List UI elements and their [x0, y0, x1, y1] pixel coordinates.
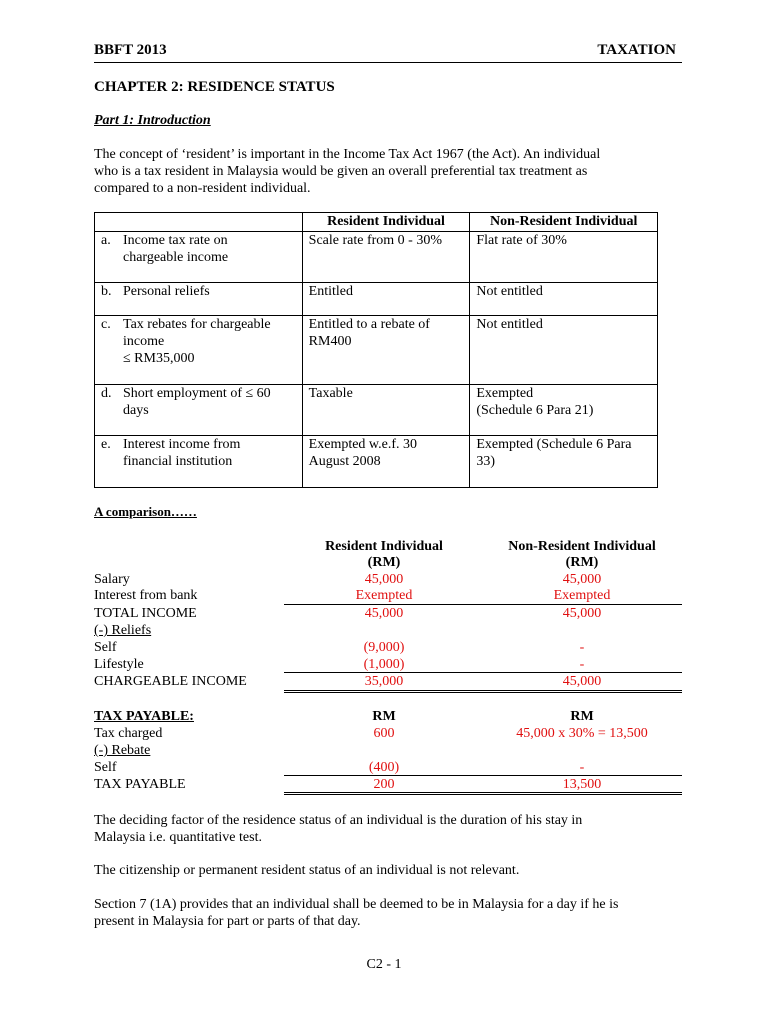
table-row: [95, 385, 658, 436]
intro-line: who is a tax resident in Malaysia would be given an overall preferential tax treatment as: [94, 164, 588, 179]
table-row: [95, 316, 658, 385]
table-cell-nonresident: Flat rate of 30%: [470, 232, 658, 283]
table-cell-nonresident: Not entitled: [470, 283, 658, 316]
resident-unit: (RM): [367, 555, 401, 570]
part-title: Part 1: Introduction: [94, 113, 211, 128]
table-header-row: [95, 213, 658, 232]
tax-row: (-) Rebate: [94, 743, 151, 758]
comparison-row: TOTAL INCOME 45,000 45,000: [94, 606, 602, 621]
comparison-row: Interest from bank Exempted Exempted: [94, 588, 611, 603]
total-line: [284, 692, 682, 693]
table-cell-item: e. Interest income from financial institution: [95, 436, 303, 488]
comparison-row: Salary 45,000 45,000: [94, 572, 602, 587]
page-header: [94, 42, 682, 63]
tax-row: TAX PAYABLE 200 13,500: [94, 777, 602, 792]
table-cell-item: b. Personal reliefs: [95, 283, 303, 316]
tax-header-row: TAX PAYABLE: RM RM: [94, 709, 594, 724]
table-header-cell: Non-Resident Individual: [470, 213, 658, 232]
total-line: [284, 792, 682, 793]
comparison-row: Self (9,000) -: [94, 640, 585, 655]
table-cell-resident: Exempted w.e.f. 30 August 2008: [302, 436, 470, 488]
body-paragraph: Section 7 (1A) provides that an individual shall be deemed to be in Malaysia for a day if he is present in Malaysia for part or parts of that day.: [94, 897, 619, 929]
total-line: [284, 794, 682, 795]
tax-row: Tax charged 600 45,000 x 30% = 13,500: [94, 726, 648, 741]
resident-column-header: Resident Individual: [325, 539, 443, 554]
table-cell-item: d. Short employment of ≤ 60 days: [95, 385, 303, 436]
table-cell-nonresident: Not entitled: [470, 316, 658, 385]
table-cell-nonresident: Exempted (Schedule 6 Para 33): [470, 436, 658, 488]
nonresident-unit: (RM): [565, 555, 599, 570]
table-cell-resident: Entitled: [302, 283, 470, 316]
table-cell-nonresident: Exempted (Schedule 6 Para 21): [470, 385, 658, 436]
comparison-table: [94, 212, 658, 488]
comparison-row: CHARGEABLE INCOME 35,000 45,000: [94, 674, 602, 689]
table-cell-resident: Scale rate from 0 - 30%: [302, 232, 470, 283]
chapter-title: CHAPTER 2: RESIDENCE STATUS: [94, 79, 335, 95]
intro-line: compared to a non-resident individual.: [94, 181, 311, 196]
subject-title: TAXATION: [597, 42, 676, 58]
table-cell-resident: Taxable: [302, 385, 470, 436]
table-header-cell: Resident Individual: [302, 213, 470, 232]
comparison-row: (-) Reliefs: [94, 623, 152, 638]
comparison-row: Lifestyle (1,000) -: [94, 657, 585, 672]
course-code: BBFT 2013: [94, 42, 167, 58]
table-row: [95, 283, 658, 316]
table-cell-resident: Entitled to a rebate of RM400: [302, 316, 470, 385]
body-paragraph: The citizenship or permanent resident status of an individual is not relevant.: [94, 863, 520, 878]
body-paragraph: The deciding factor of the residence status of an individual is the duration of his stay in Malaysia i.e. quantitative test.: [94, 813, 583, 845]
table-cell-item: a. Income tax rate on chargeable income: [95, 232, 303, 283]
comparison-header-row: [94, 538, 682, 555]
table-cell-item: c. Tax rebates for chargeable income ≤ RM35,000: [95, 316, 303, 385]
intro-paragraph: [94, 146, 675, 197]
total-line: [284, 690, 682, 691]
comparison-section-title: A comparison……: [94, 504, 197, 519]
tax-row: Self (400) -: [94, 760, 585, 775]
table-row: [95, 436, 658, 488]
page-number: C2 - 1: [366, 957, 402, 972]
comparison-unit-row: [94, 554, 682, 571]
nonresident-column-header: Non-Resident Individual: [508, 539, 656, 554]
intro-line: The concept of ‘resident’ is important in the Income Tax Act 1967 (the Act). An individual: [94, 147, 601, 162]
table-row: [95, 232, 658, 283]
table-header-cell: [95, 213, 303, 232]
